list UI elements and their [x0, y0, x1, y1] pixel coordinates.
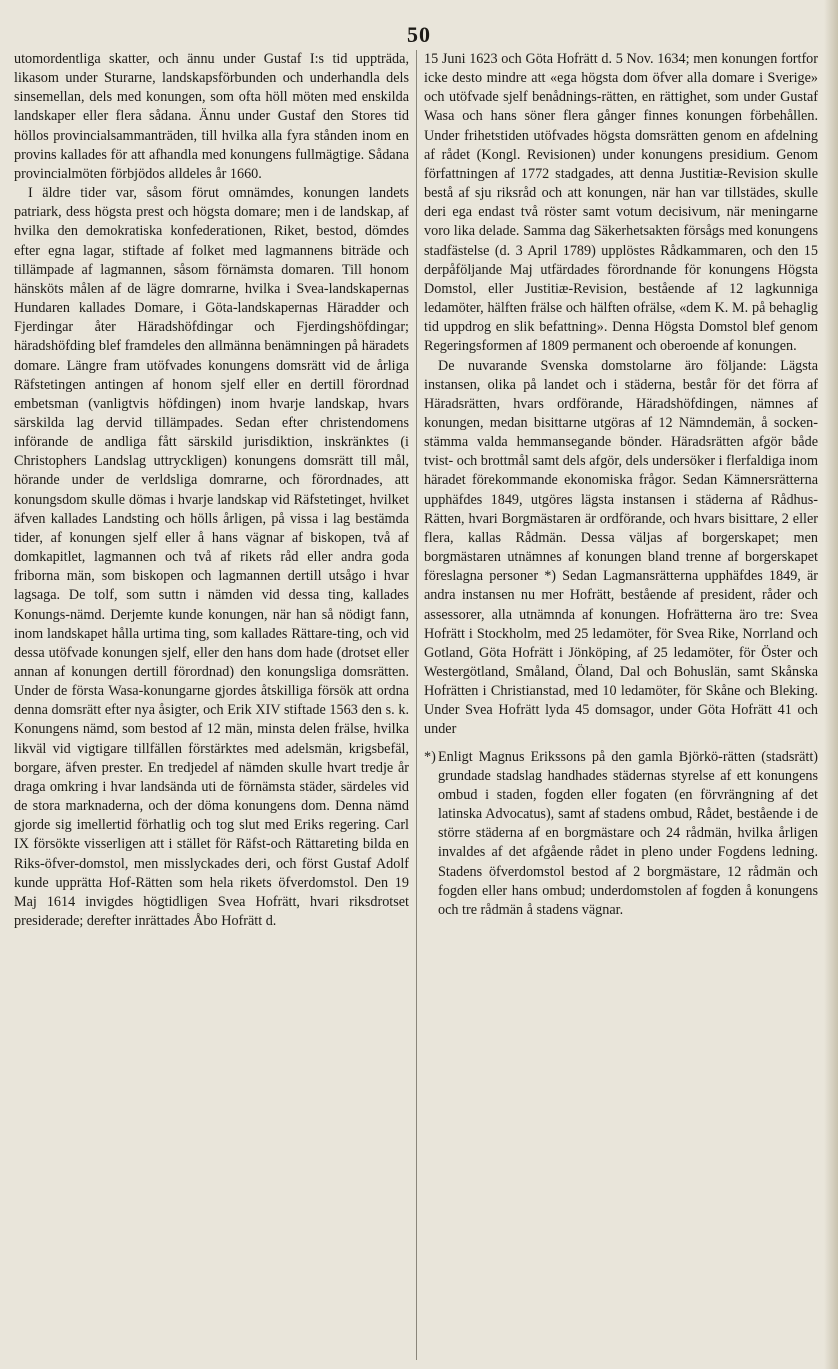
page-number: 50: [407, 22, 431, 47]
left-column: [14, 50, 409, 931]
right-column: [424, 50, 818, 920]
footnote-mark: *): [424, 748, 436, 765]
right-paragraph-1: 15 Juni 1623 och Göta Hofrätt d. 5 Nov. 1634; men konungen fortfor icke desto mindre att «ega högsta dom öfver alla domare i Sverige» och utöfvade sjelf benådnings-rätten, en rättighet, som under Gustaf Wasa och hans söner flera gånger finnes konungen förbehållen. Under frihetstiden utöfvades högsta domsrätten genom en afdelning af rådet (Kongl. Revisionen) under konungens presidium. Genom författningen af 1772 stadgades, att denna Justitiæ-Revision skulle bestå af sju riksråd och att konungen, när han var tillstädes, skulle deri ega endast två röster samt votum decisivum, när meningarne voro lika delade. Samma dag Säkerhetsakten försågs med konungens stadfästelse (d. 3 April 1789) upplöstes Rådkammaren, och den 15 derpåföljande Maj utfärdades förordnande för konungens Högsta Domstol, eller Justitiæ-Revision, bestående af 12 lagkunniga ledamöter, hälften frälse och hälften ofrälse, «dem K. M. på behaglig tid uppdrog en slik befattning». Denna Högsta Domstol blef genom Regeringsformen af 1809 permanent och oberoende af konungen.: [424, 51, 818, 355]
footnote-text: Enligt Magnus Erikssons på den gamla Björkö-rätten (stadsrätt) grundade stadslag handhades städernas styrelse af ett konungens ombud i staden, fogden eller fogaten (en förvrängning af det latinska Advocatus), samt af stadens ombud, Rådet, bestående i de större städerna af en borgmästare och 24 rådmän, hvilka årligen invaldes af det afgående rådet in pleno under Fogdens ledning. Stadens öfverdomstol bestod af 2 borgmästare, 12 rådmän och fogden eller hans ombud; underdomstolen af fogden å konungens och tre rådmän å stadens vägnar.: [438, 748, 818, 918]
column-divider: [416, 50, 417, 1360]
left-paragraph-1: utomordentliga skatter, och ännu under Gustaf I:s tid uppträda, likasom under Sturarne, landskapsförbunden och underhandla dels sinsemellan, dels med konungen, som ofta höll möten med enskilda landskaper eller flera sådana. Ännu under Gustaf den Stores tid höllos provincialsammanträden, till hvilka alla fyra stånden inom en provins kallades för att afhandla med konungens fullmägtige. Sådana provincialmöten förbjödos alldeles år 1660.: [14, 51, 409, 182]
footnote: [424, 748, 818, 920]
page-edge: [824, 0, 838, 1369]
right-paragraph-2: De nuvarande Svenska domstolarne äro följande: Lägsta instansen, olika på landet och i städerna, består för det förra af Häradsrätten, hvars ordförande, Häradshöfdingen, nämnes af konungen, medan bisittarne utgöras af 12 Nämndemän, å socken-stämma valda hemmansegande bönder. Häradsrätten afgör både tvist- och brottmål samt dels afgör, dels undersöker i flerfaldiga inom häradet förekommande ekonomiska frågor. Sedan Kämnersrätterna upphäfdes 1849, utgöres lägsta instansen i städerna af Rådhus-Rätten, hvari Borgmästaren är ordförande, och hvars bisittare, 2 eller flera, kallas Rådmän. Dessa väljas af borgerskapet; men borgmästaren utnämnes af konungen bland trenne af borgerskapet föreslagna personer *) Sedan Lagmansrätterna upphäfdes 1849, är andra instansen nu mer Hofrätt, bestående af president, råder och assessorer, alla utnämnda af konungen. Hofrätterna äro tre: Svea Hofrätt i Stockholm, med 25 ledamöter, för Svea Rike, Norrland och Gotland, Göta Hofrätt i Jönköping, af 25 ledamöter, för Öster och Westergötland, Småland, Öland, Dal och Bohuslän, samt Skånska Hofrätten i Christianstad, med 10 ledamöter, för Skåne och Bleking. Under Svea Hofrätt lyda 45 domsagor, under Göta Hofrätt 41 och under: [424, 357, 818, 738]
left-paragraph-2: I äldre tider var, såsom förut omnämdes, konungen landets patriark, dess högsta prest och högsta domare; men i de landskap, af hvilka den demokratiska konfederationen, Riket, bestod, dömdes efter egna lagar, stiftade af folket med lagmannens biträde och tillämpade af lagmannen, såsom förnämsta domaren. Till honom hänsköts målen af de lägre domrarne, hvilka i Svea-landskapernas Hundaren kallades Domare, i Göta-landskapernas Häradder och Fjerdingar åter Häradshöfdingar och Fjerdingshöfdingar; häradshöfding blef framdeles den allmänna benämningen på häradets domare. Längre fram utöfvades konungens domsrätt vid de årliga Räfstetingen antingen af honom sjelf eller en dertill förordnad embetsman (vanligtvis höfdingen) inom hvarje landskap, hvars särskilda lag dervid tillämpades. Sedan efter christendomens införande de andliga fått särskild jurisdiktion, inskränktes (i Christophers Landslag uttryckligen) konungens domsrätt till mål, hörande under de verldsliga domrarne, och förordnades, att konungsdom skulle dömas i hvarje landskap vid Räfstetinget, hvilket äfven kallades Landsting och hölls årligen, på vissa i lag bestämda tider, af konungen sjelf eller å hans vägnar af biskopen, två af domkapitlet, lagmannen och två af rikets råd eller andra goda friborna män, som biskopen och lagmannen dertill utsågo i hvar lagsaga. De tolf, som suttn i nämden vid dessa ting, kallades Konungs-nämd. Derjemte kunde konungen, när han så nödigt fann, inom landskapet hålla urtima ting, som kallades Rättare-ting, och vid dessa utöfvade konungen sjelf, eller den hans dom hade (drotset eller annan af konungen dertill förordnad) den konungsliga domsrätten. Under de första Wasa-konungarne gjordes åtskilliga försök att ordna denna domsrätt efter nya åsigter, och Erik XIV stiftade 1563 den s. k. Konungens nämd, som bestod af 12 män, minsta delen frälse, hvilka likväl vid vigtigare tillfällen förstärktes med adelsmän, krigsbefäl, borgare, äfven prester. En tredjedel af nämden skulle hvart tredje år draga omkring i hvar landsända uti de förnämsta städer, särdeles vid de stora marknaderna, och der döma konungens dom. Denna nämd gjorde sig imellertid förhatlig och tog slut med Eriks regering. Carl IX försökte visserligen att i stället för Räfst-och Rättareting bilda en Riks-öfver-domstol, men misslyckades deri, och först Gustaf Adolf kunde upprätta Hof-Rätten som hela rikets öfverdomstol. Den 19 Maj 1614 invigdes högtidligen Svea Hofrätt, hvari riksdrotset presiderade; derefter inrättades Åbo Hofrätt d.: [14, 185, 409, 930]
